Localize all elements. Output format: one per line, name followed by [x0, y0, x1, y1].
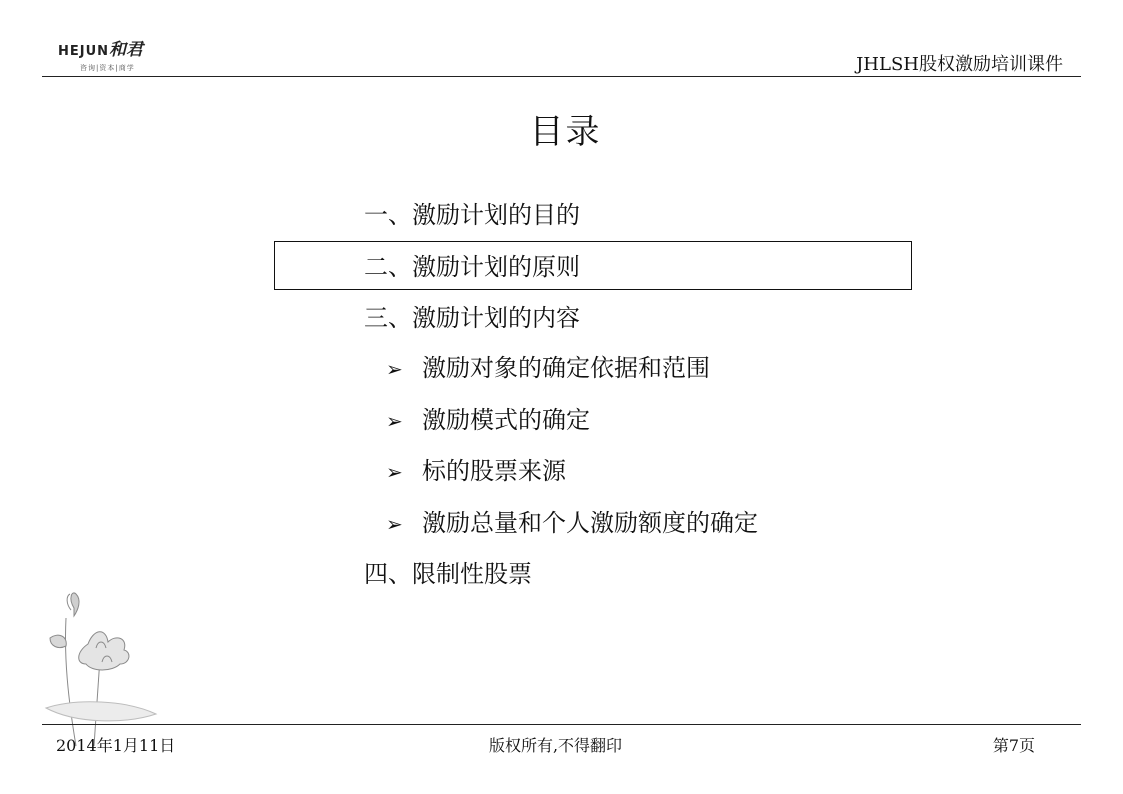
- toc-subitem-label: 激励模式的确定: [422, 406, 590, 434]
- logo-wordmark: [58, 42, 178, 60]
- toc-subitem[interactable]: [386, 508, 758, 539]
- toc-section-4[interactable]: 四、限制性股票: [364, 560, 532, 588]
- toc-subitem[interactable]: [386, 353, 710, 384]
- toc-subitem[interactable]: [386, 456, 566, 487]
- toc-section-2[interactable]: 二、激励计划的原则: [364, 253, 580, 281]
- toc-section-1[interactable]: 一、激励计划的目的: [364, 201, 580, 229]
- logo-cn: 和君: [109, 40, 144, 60]
- page-number: 第7页: [992, 736, 1035, 755]
- toc-section-3[interactable]: 三、激励计划的内容: [364, 304, 580, 332]
- arrow-bullet-icon: ➢: [386, 512, 403, 536]
- course-title: JHLSH股权激励培训课件: [856, 54, 1063, 75]
- logo-tagline: 咨询|资本|商学: [80, 64, 135, 72]
- toc-subitem[interactable]: [386, 405, 590, 436]
- toc-subitem-label: 激励对象的确定依据和范围: [422, 354, 710, 382]
- toc-subitem-label: 激励总量和个人激励额度的确定: [422, 509, 758, 537]
- footer-copyright: 版权所有,不得翻印: [488, 736, 623, 755]
- arrow-bullet-icon: ➢: [386, 460, 403, 484]
- page-title: 目录: [529, 112, 602, 152]
- hejun-logo: [58, 42, 178, 76]
- arrow-bullet-icon: ➢: [386, 357, 403, 381]
- toc-subitem-label: 标的股票来源: [422, 457, 566, 485]
- footer-date: 2014年1月11日: [56, 736, 176, 755]
- header-divider: [42, 76, 1081, 77]
- footer-divider: [42, 724, 1081, 725]
- logo-text: HEJUN: [58, 44, 110, 59]
- arrow-bullet-icon: ➢: [386, 409, 403, 433]
